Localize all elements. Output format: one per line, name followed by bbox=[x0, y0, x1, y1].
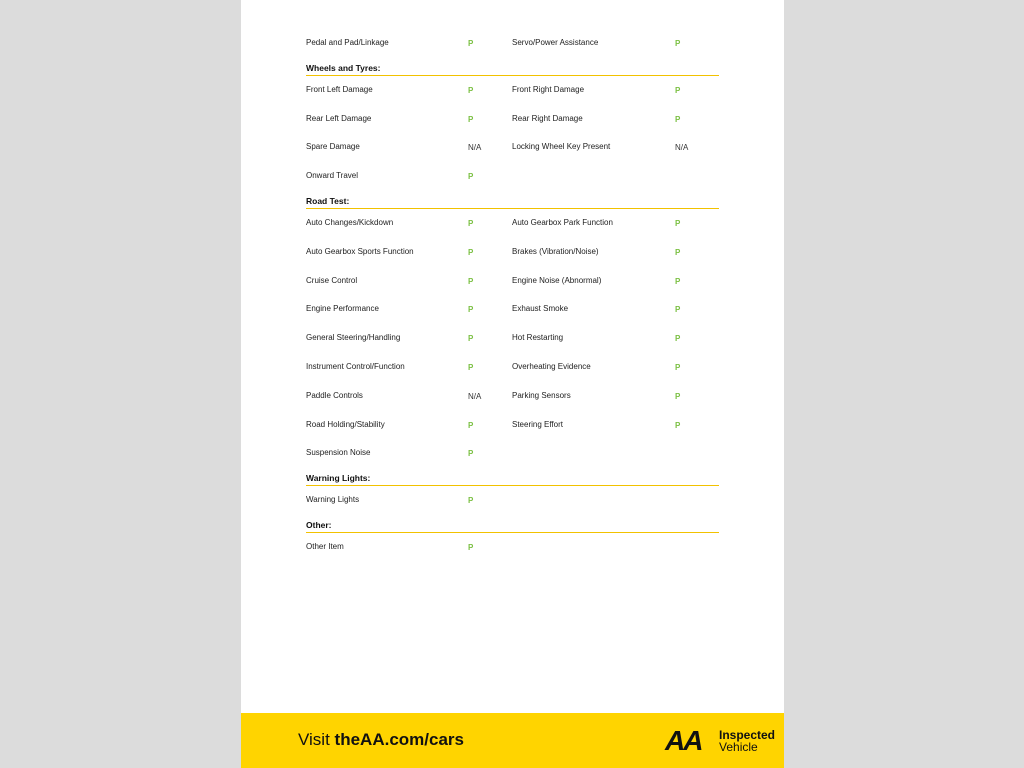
item-label: Rear Left Damage bbox=[306, 113, 372, 123]
item-result: N/A bbox=[468, 143, 482, 153]
section-header bbox=[306, 515, 719, 533]
item-result: P bbox=[468, 85, 474, 95]
item-label: Other Item bbox=[306, 541, 344, 551]
item-label: Front Right Damage bbox=[512, 84, 585, 94]
checklist-row bbox=[306, 209, 719, 238]
checklist-row bbox=[306, 324, 719, 353]
aa-logo: AA bbox=[665, 725, 702, 756]
item-label: Parking Sensors bbox=[512, 390, 571, 400]
item-result: N/A bbox=[675, 143, 689, 153]
item-label: Road Holding/Stability bbox=[306, 419, 385, 429]
checklist-row bbox=[306, 486, 719, 515]
item-result: P bbox=[468, 218, 474, 228]
item-label: Pedal and Pad/Linkage bbox=[306, 38, 389, 47]
checklist-row bbox=[306, 105, 719, 134]
item-result: P bbox=[468, 39, 474, 48]
item-result: P bbox=[468, 449, 474, 459]
item-label: Cruise Control bbox=[306, 275, 358, 285]
inspected-vehicle-badge bbox=[719, 729, 775, 753]
item-result: P bbox=[468, 362, 474, 372]
item-result: P bbox=[675, 420, 681, 430]
item-result: P bbox=[468, 334, 474, 344]
item-label: Auto Gearbox Park Function bbox=[512, 217, 613, 227]
item-label: Auto Changes/Kickdown bbox=[306, 217, 394, 227]
item-result: P bbox=[675, 334, 681, 344]
checklist-row bbox=[306, 353, 719, 382]
top-spacer bbox=[306, 0, 719, 29]
item-result: P bbox=[468, 305, 474, 315]
item-result: N/A bbox=[468, 391, 482, 401]
item-label: Warning Lights bbox=[306, 495, 360, 505]
item-label: Hot Restarting bbox=[512, 333, 564, 343]
item-result: P bbox=[675, 362, 681, 372]
inspected-label: Inspected bbox=[719, 728, 776, 742]
checklist-row bbox=[306, 382, 719, 411]
item-label: Spare Damage bbox=[306, 142, 360, 152]
footer-banner bbox=[241, 713, 784, 768]
section-header bbox=[306, 58, 719, 76]
item-result: P bbox=[468, 247, 474, 257]
item-result: P bbox=[468, 114, 474, 124]
item-label: Overheating Evidence bbox=[512, 361, 591, 371]
item-label: Steering Effort bbox=[512, 419, 563, 429]
checklist-row bbox=[306, 533, 719, 562]
item-result: P bbox=[675, 247, 681, 257]
visit-text bbox=[298, 730, 464, 750]
report-page bbox=[241, 0, 784, 768]
item-label: Exhaust Smoke bbox=[512, 304, 569, 314]
item-result: P bbox=[468, 496, 474, 506]
checklist-row bbox=[306, 411, 719, 440]
item-result: P bbox=[468, 542, 474, 552]
item-result: P bbox=[675, 305, 681, 315]
visit-link[interactable]: theAA.com/cars bbox=[334, 730, 464, 749]
item-label: Locking Wheel Key Present bbox=[512, 142, 611, 152]
item-result: P bbox=[675, 85, 681, 95]
section-header bbox=[306, 468, 719, 486]
item-label: Brakes (Vibration/Noise) bbox=[512, 246, 599, 256]
item-result: P bbox=[468, 420, 474, 430]
item-label: Paddle Controls bbox=[306, 390, 363, 400]
section-title: Other: bbox=[306, 519, 332, 530]
inspection-checklist bbox=[306, 0, 719, 562]
item-label: Servo/Power Assistance bbox=[512, 38, 599, 47]
item-result: P bbox=[468, 276, 474, 286]
checklist-row bbox=[306, 238, 719, 267]
section-title: Warning Lights: bbox=[306, 473, 371, 484]
checklist-row bbox=[306, 439, 719, 468]
item-result: P bbox=[675, 391, 681, 401]
item-result: P bbox=[468, 172, 474, 182]
checklist-row bbox=[306, 162, 719, 191]
vehicle-label: Vehicle bbox=[719, 740, 758, 754]
item-label: Rear Right Damage bbox=[512, 113, 583, 123]
item-label: Engine Noise (Abnormal) bbox=[512, 275, 602, 285]
item-label: Suspension Noise bbox=[306, 448, 371, 458]
item-result: P bbox=[675, 276, 681, 286]
section-title: Road Test: bbox=[306, 195, 350, 206]
checklist-row bbox=[306, 133, 719, 162]
checklist-row bbox=[306, 267, 719, 296]
visit-prefix: Visit bbox=[298, 730, 335, 749]
item-result: P bbox=[675, 39, 681, 48]
checklist-row bbox=[306, 295, 719, 324]
item-result: P bbox=[675, 218, 681, 228]
item-label: Front Left Damage bbox=[306, 84, 373, 94]
item-label: Auto Gearbox Sports Function bbox=[306, 246, 414, 256]
item-result: P bbox=[675, 114, 681, 124]
section-title: Wheels and Tyres: bbox=[306, 62, 381, 73]
item-label: General Steering/Handling bbox=[306, 333, 401, 343]
checklist-row bbox=[306, 76, 719, 105]
checklist-row bbox=[306, 29, 719, 58]
item-label: Engine Performance bbox=[306, 304, 379, 314]
section-header bbox=[306, 191, 719, 209]
item-label: Instrument Control/Function bbox=[306, 361, 405, 371]
item-label: Onward Travel bbox=[306, 171, 359, 181]
